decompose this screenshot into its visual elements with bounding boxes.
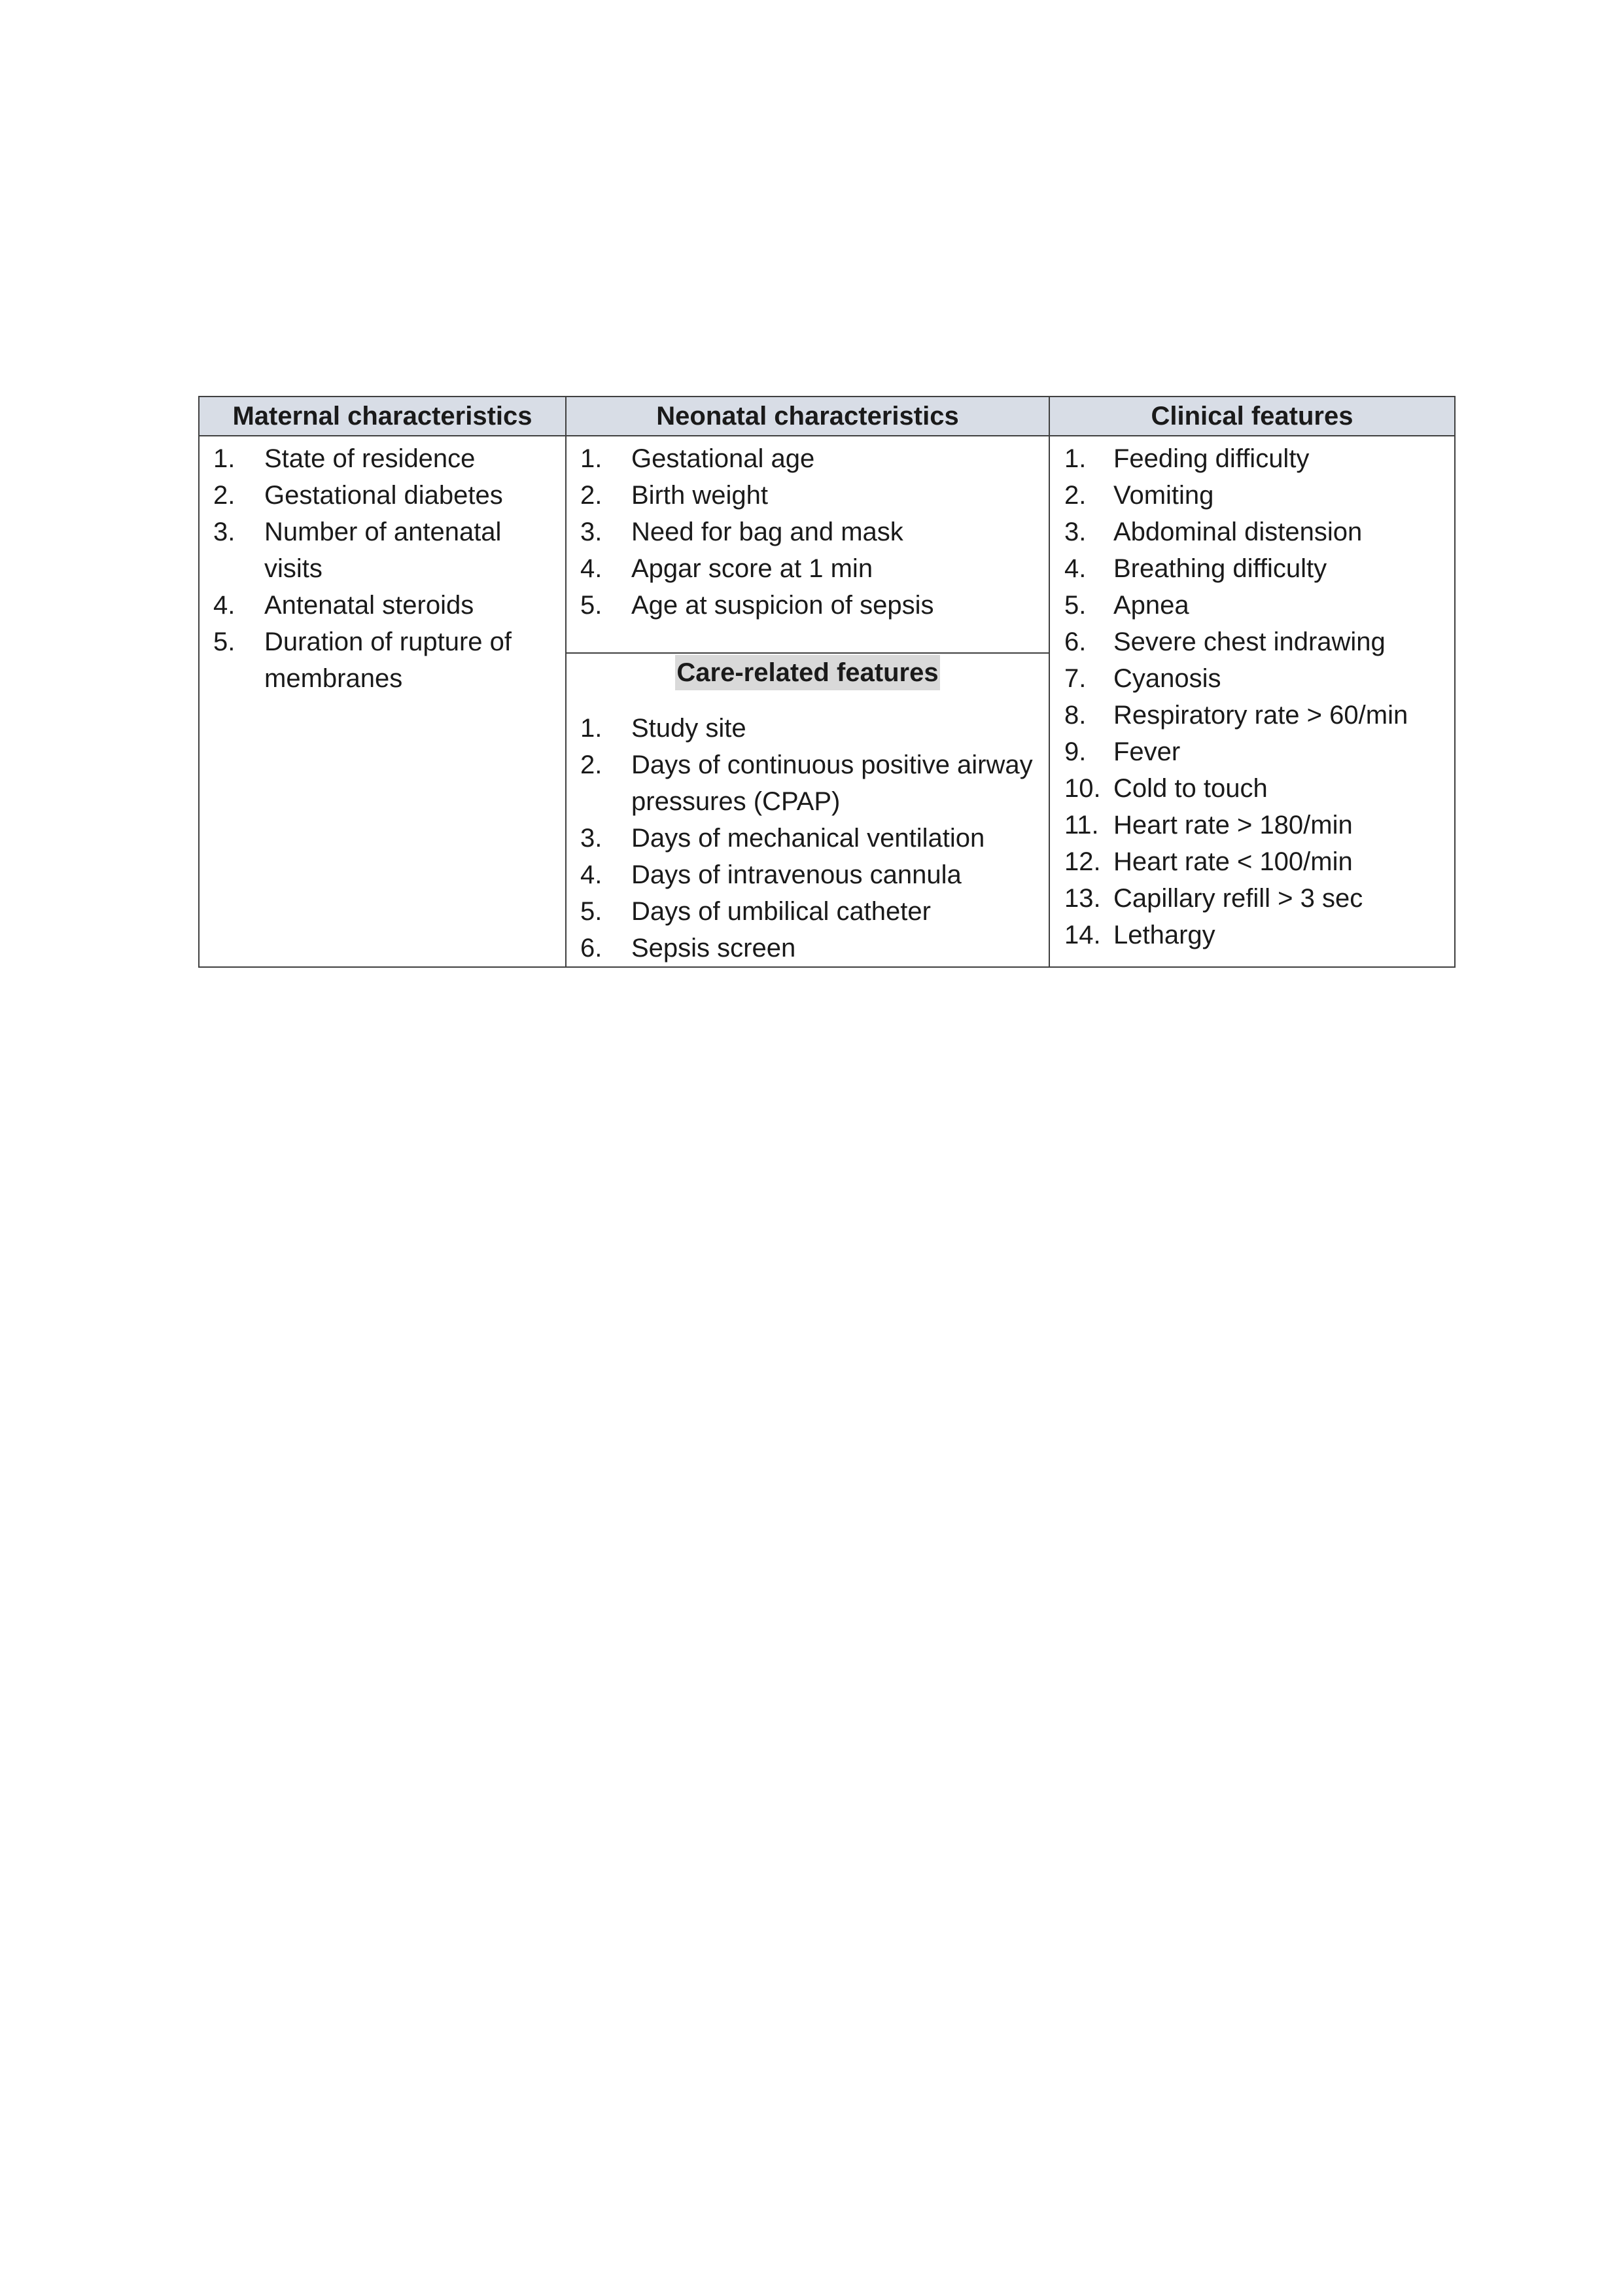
clinical-cell: [1050, 436, 1454, 966]
list-item: [1064, 587, 1448, 624]
table-body-row: [200, 436, 1454, 966]
list-item: [580, 930, 1042, 966]
list-item-text: Birth weight: [631, 481, 768, 510]
list-item-number: 4.: [580, 554, 602, 583]
list-item-text: Severe chest indrawing: [1113, 627, 1386, 656]
list-item-number: 11.: [1064, 811, 1099, 839]
list-item: [1064, 880, 1448, 917]
list-item: [1064, 624, 1448, 660]
list-item-text: Gestational diabetes: [264, 481, 503, 510]
list-item-number: 4.: [580, 860, 602, 889]
clinical-list: [1050, 436, 1454, 953]
list-item-text: Duration of rupture of membranes: [264, 627, 512, 693]
list-item-number: 3.: [1064, 518, 1087, 546]
list-item-text: Apgar score at 1 min: [631, 554, 873, 583]
list-item: [580, 820, 1042, 857]
list-item-text: Capillary refill > 3 sec: [1113, 884, 1363, 913]
list-item-number: 5.: [1064, 591, 1087, 620]
list-item-number: 12.: [1064, 847, 1101, 876]
list-item-text: Number of antenatal visits: [264, 518, 502, 583]
list-item-text: Lethargy: [1113, 921, 1215, 949]
list-item-text: Cyanosis: [1113, 664, 1221, 693]
list-item: [580, 857, 1042, 893]
list-item-number: 5.: [580, 897, 602, 926]
list-item-number: 4.: [1064, 554, 1087, 583]
list-item: [580, 477, 1042, 514]
list-item: [580, 550, 1042, 587]
list-item-number: 7.: [1064, 664, 1087, 693]
list-item: [1064, 514, 1448, 550]
list-item-text: State of residence: [264, 444, 476, 473]
list-item-number: 13.: [1064, 884, 1101, 913]
list-item: [1064, 697, 1448, 733]
list-item-number: 1.: [1064, 444, 1087, 473]
list-item: [213, 514, 559, 587]
list-item: [1064, 733, 1448, 770]
list-item: [1064, 550, 1448, 587]
maternal-header: Maternal characteristics: [200, 397, 567, 435]
neonatal-cell: [567, 436, 1050, 966]
list-item-number: 5.: [213, 627, 236, 656]
care-header: [567, 655, 1049, 690]
list-item-text: Days of mechanical ventilation: [631, 824, 985, 853]
neonatal-block: [567, 436, 1049, 654]
neonatal-list: [567, 436, 1049, 624]
list-item: [213, 440, 559, 477]
list-item: [580, 440, 1042, 477]
list-item: [1064, 807, 1448, 843]
list-item: [580, 893, 1042, 930]
list-item-number: 3.: [213, 518, 236, 546]
list-item-number: 2.: [580, 481, 602, 510]
clinical-header: Clinical features: [1151, 401, 1353, 431]
list-item: [580, 514, 1042, 550]
neonatal-header: Neonatal characteristics: [567, 397, 1050, 435]
list-item-number: 2.: [1064, 481, 1087, 510]
list-item-number: 14.: [1064, 921, 1101, 949]
list-item-number: 1.: [213, 444, 236, 473]
list-item-text: Gestational age: [631, 444, 815, 473]
list-item-number: 4.: [213, 591, 236, 620]
list-item: [213, 587, 559, 624]
list-item: [580, 587, 1042, 624]
list-item-text: Days of intravenous cannula: [631, 860, 962, 889]
list-item-number: 6.: [1064, 627, 1087, 656]
list-item: [1064, 440, 1448, 477]
list-item-text: Feeding difficulty: [1113, 444, 1310, 473]
care-header-label: Care-related features: [675, 655, 939, 690]
list-item-text: Breathing difficulty: [1113, 554, 1327, 583]
list-item-text: Vomiting: [1113, 481, 1214, 510]
list-item-number: 3.: [580, 824, 602, 853]
list-item-text: Abdominal distension: [1113, 518, 1363, 546]
list-item: [580, 747, 1042, 820]
list-item-number: 10.: [1064, 774, 1101, 803]
list-item-text: Apnea: [1113, 591, 1189, 620]
list-item-text: Study site: [631, 714, 746, 743]
list-item-number: 9.: [1064, 737, 1087, 766]
list-item: [213, 477, 559, 514]
list-item-text: Need for bag and mask: [631, 518, 903, 546]
care-list: [567, 706, 1049, 966]
list-item-number: 3.: [580, 518, 602, 546]
list-item-text: Antenatal steroids: [264, 591, 474, 620]
list-item: [1064, 917, 1448, 953]
list-item-text: Cold to touch: [1113, 774, 1268, 803]
list-item-text: Respiratory rate > 60/min: [1113, 701, 1408, 730]
list-item: [213, 624, 559, 697]
list-item-number: 8.: [1064, 701, 1087, 730]
list-item: [1064, 843, 1448, 880]
feature-table: [198, 396, 1456, 968]
list-item-text: Sepsis screen: [631, 934, 796, 963]
list-item: [580, 710, 1042, 747]
table-header-row: [200, 397, 1454, 436]
list-item-number: 5.: [580, 591, 602, 620]
list-item-text: Days of umbilical catheter: [631, 897, 931, 926]
list-item: [1064, 770, 1448, 807]
list-item-number: 2.: [580, 751, 602, 779]
list-item-text: Fever: [1113, 737, 1181, 766]
list-item-text: Age at suspicion of sepsis: [631, 591, 934, 620]
list-item-text: Heart rate > 180/min: [1113, 811, 1353, 839]
list-item-text: Days of continuous positive airway pressures (CPAP): [631, 751, 1033, 816]
list-item-number: 2.: [213, 481, 236, 510]
list-item: [1064, 660, 1448, 697]
list-item: [1064, 477, 1448, 514]
list-item-number: 1.: [580, 444, 602, 473]
care-block: [567, 655, 1049, 966]
list-item-text: Heart rate < 100/min: [1113, 847, 1353, 876]
maternal-cell: [200, 436, 567, 966]
list-item-number: 1.: [580, 714, 602, 743]
list-item-number: 6.: [580, 934, 602, 963]
maternal-list: [200, 436, 565, 697]
